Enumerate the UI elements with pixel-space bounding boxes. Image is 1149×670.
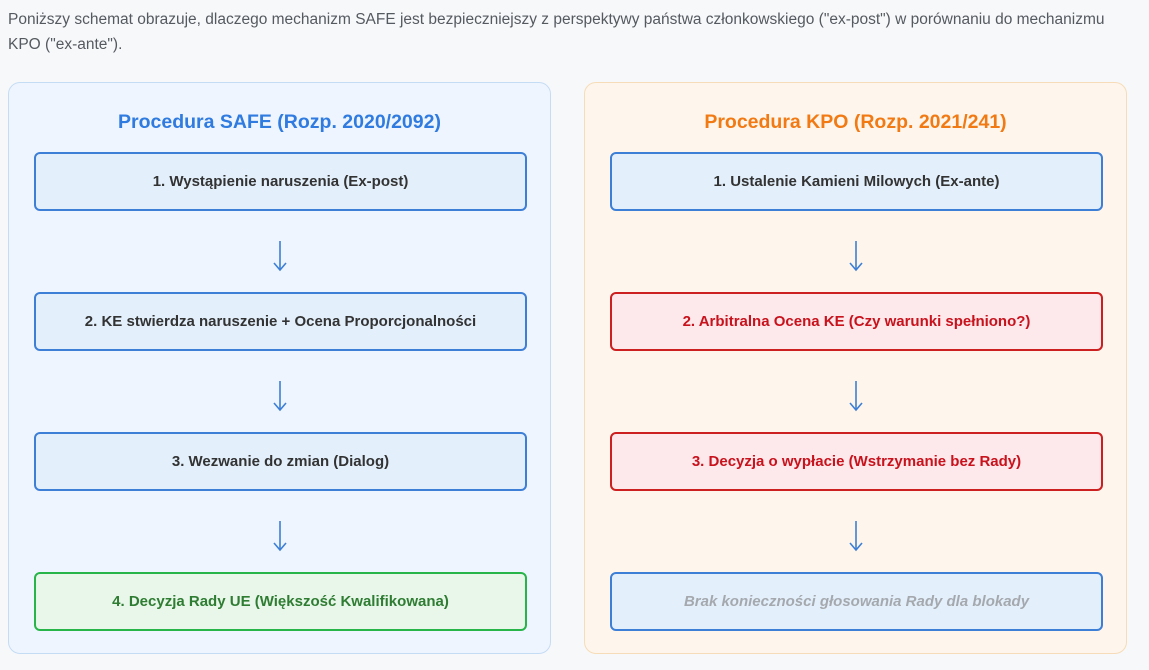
kpo-panel-title: Procedura KPO (Rozp. 2021/241) <box>704 111 1007 133</box>
safe-step-2: 2. KE stwierdza naruszenie + Ocena Proporcjonalności <box>34 292 527 351</box>
intro-text: Poniższy schemat obrazuje, dlaczego mechanizm SAFE jest bezpieczniejszy z perspektywy państwa członkowskiego ("ex-post") w porównaniu do mechanizmu KPO ("ex-ante"). <box>8 11 1105 53</box>
arrow-down-icon <box>9 377 550 417</box>
safe-step-3: 3. Wezwanie do zmian (Dialog) <box>34 432 527 491</box>
arrow-down-icon <box>585 237 1126 277</box>
kpo-step-2: 2. Arbitralna Ocena KE (Czy warunki spełniono?) <box>610 292 1103 351</box>
arrow-down-icon <box>585 517 1126 557</box>
kpo-procedure-panel <box>584 82 1127 654</box>
safe-step-4: 4. Decyzja Rady UE (Większość Kwalifikowana) <box>34 572 527 631</box>
safe-step-1: 1. Wystąpienie naruszenia (Ex-post) <box>34 152 527 211</box>
arrow-down-icon <box>9 517 550 557</box>
safe-panel-title: Procedura SAFE (Rozp. 2020/2092) <box>118 111 441 133</box>
kpo-step-4-note: Brak konieczności głosowania Rady dla blokady <box>610 572 1103 631</box>
kpo-step-3: 3. Decyzja o wypłacie (Wstrzymanie bez Rady) <box>610 432 1103 491</box>
arrow-down-icon <box>9 237 550 277</box>
arrow-down-icon <box>585 377 1126 417</box>
kpo-step-1: 1. Ustalenie Kamieni Milowych (Ex-ante) <box>610 152 1103 211</box>
safe-procedure-panel <box>8 82 551 654</box>
